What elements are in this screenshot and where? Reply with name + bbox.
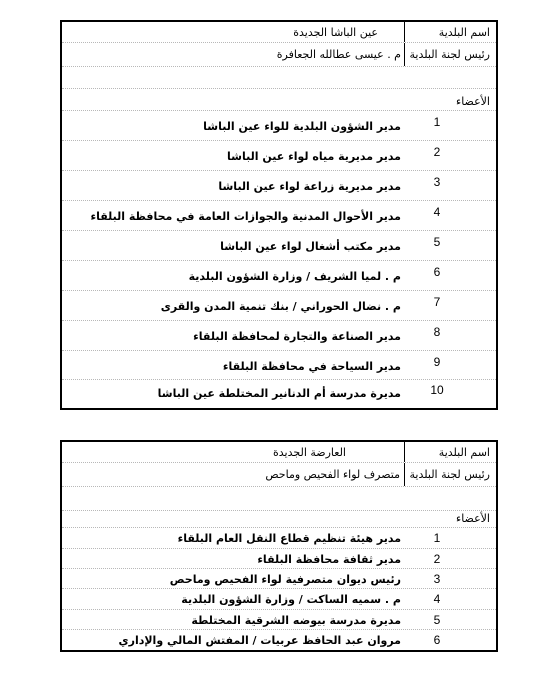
municipality-name-value: عين الباشا الجديدة	[293, 26, 378, 39]
municipality-name-label: اسم البلدية	[438, 26, 490, 39]
member-text: م . لميا الشريف / وزارة الشؤون البلدية	[188, 270, 401, 283]
member-row	[62, 610, 496, 630]
members-header-row	[62, 89, 496, 111]
municipality-name-label: اسم البلدية	[438, 446, 490, 459]
member-text: مدير مديرية زراعة لواء عين الباشا	[218, 180, 401, 193]
member-row	[62, 380, 496, 408]
member-number: 5	[433, 613, 441, 627]
member-number: 2	[433, 145, 441, 159]
member-text: مدير مديرية مياه لواء عين الباشا	[227, 150, 401, 163]
member-number: 10	[430, 383, 444, 397]
members-header: الأعضاء	[456, 95, 490, 108]
member-number: 1	[433, 115, 441, 129]
committee-chair-label: رئيس لجنة البلدية	[409, 48, 490, 61]
member-text: مدير الشؤون البلدية للواء عين الباشا	[203, 120, 401, 133]
member-text: مدير هيئة تنظيم قطاع النقل العام البلقاء	[177, 532, 401, 545]
member-number: 5	[433, 235, 441, 249]
member-row	[62, 291, 496, 321]
municipality-name-row	[62, 22, 496, 43]
committee-chair-value: متصرف لواء الفحيص وماحص	[265, 468, 400, 481]
municipality-table-al-aridah	[60, 440, 498, 652]
member-number: 7	[433, 295, 441, 309]
member-text: مروان عبد الحافظ عربيات / المفتش المالي والإداري	[118, 634, 401, 647]
member-row	[62, 569, 496, 589]
member-row	[62, 549, 496, 569]
member-number: 6	[433, 265, 441, 279]
member-text: م . سميه الساكت / وزارة الشؤون البلدية	[181, 593, 401, 606]
member-text: مدير الصناعة والتجارة لمحافظة البلقاء	[193, 330, 401, 343]
member-text: م . نضال الحوراني / بنك تنمية المدن والقرى	[160, 300, 401, 313]
member-text: مدير الأحوال المدنية والجوازات العامة في محافظة البلقاء	[90, 210, 401, 223]
member-number: 8	[433, 325, 441, 339]
empty-row	[62, 487, 496, 511]
member-number: 2	[433, 552, 441, 566]
member-row	[62, 171, 496, 201]
members-header-row	[62, 511, 496, 528]
member-text: مديرة مدرسة أم الدنانير المختلطة عين الباشا	[157, 387, 401, 400]
municipality-name-value: العارضة الجديدة	[273, 446, 346, 459]
members-header: الأعضاء	[456, 512, 490, 525]
member-row	[62, 201, 496, 231]
member-number: 4	[433, 205, 441, 219]
member-number: 3	[433, 175, 441, 189]
member-row	[62, 261, 496, 291]
member-number: 6	[433, 633, 441, 647]
member-row	[62, 111, 496, 141]
member-text: مديرة مدرسة بيوضه الشرقية المختلطة	[191, 614, 401, 627]
committee-chair-label: رئيس لجنة البلدية	[409, 468, 490, 481]
member-text: مدير ثقافة محافظة البلقاء	[257, 553, 401, 566]
member-text: مدير مكتب أشغال لواء عين الباشا	[220, 240, 401, 253]
member-number: 4	[433, 592, 441, 606]
member-row	[62, 321, 496, 351]
municipality-name-row	[62, 442, 496, 463]
member-number: 3	[433, 572, 441, 586]
member-row	[62, 589, 496, 610]
municipality-table-ain-albasha	[60, 20, 498, 410]
member-row	[62, 630, 496, 650]
member-text: رئيس ديوان متصرفية لواء الفحيص وماحص	[169, 573, 401, 586]
member-row	[62, 141, 496, 171]
member-row	[62, 231, 496, 261]
member-number: 9	[433, 355, 441, 369]
committee-chair-value: م . عيسى عطالله الجعافرة	[276, 48, 401, 61]
member-row	[62, 351, 496, 380]
committee-chair-row	[62, 43, 496, 67]
empty-row	[62, 67, 496, 89]
member-text: مدير السياحة في محافظة البلقاء	[222, 360, 401, 373]
committee-chair-row	[62, 463, 496, 487]
member-row	[62, 528, 496, 549]
member-number: 1	[433, 531, 441, 545]
